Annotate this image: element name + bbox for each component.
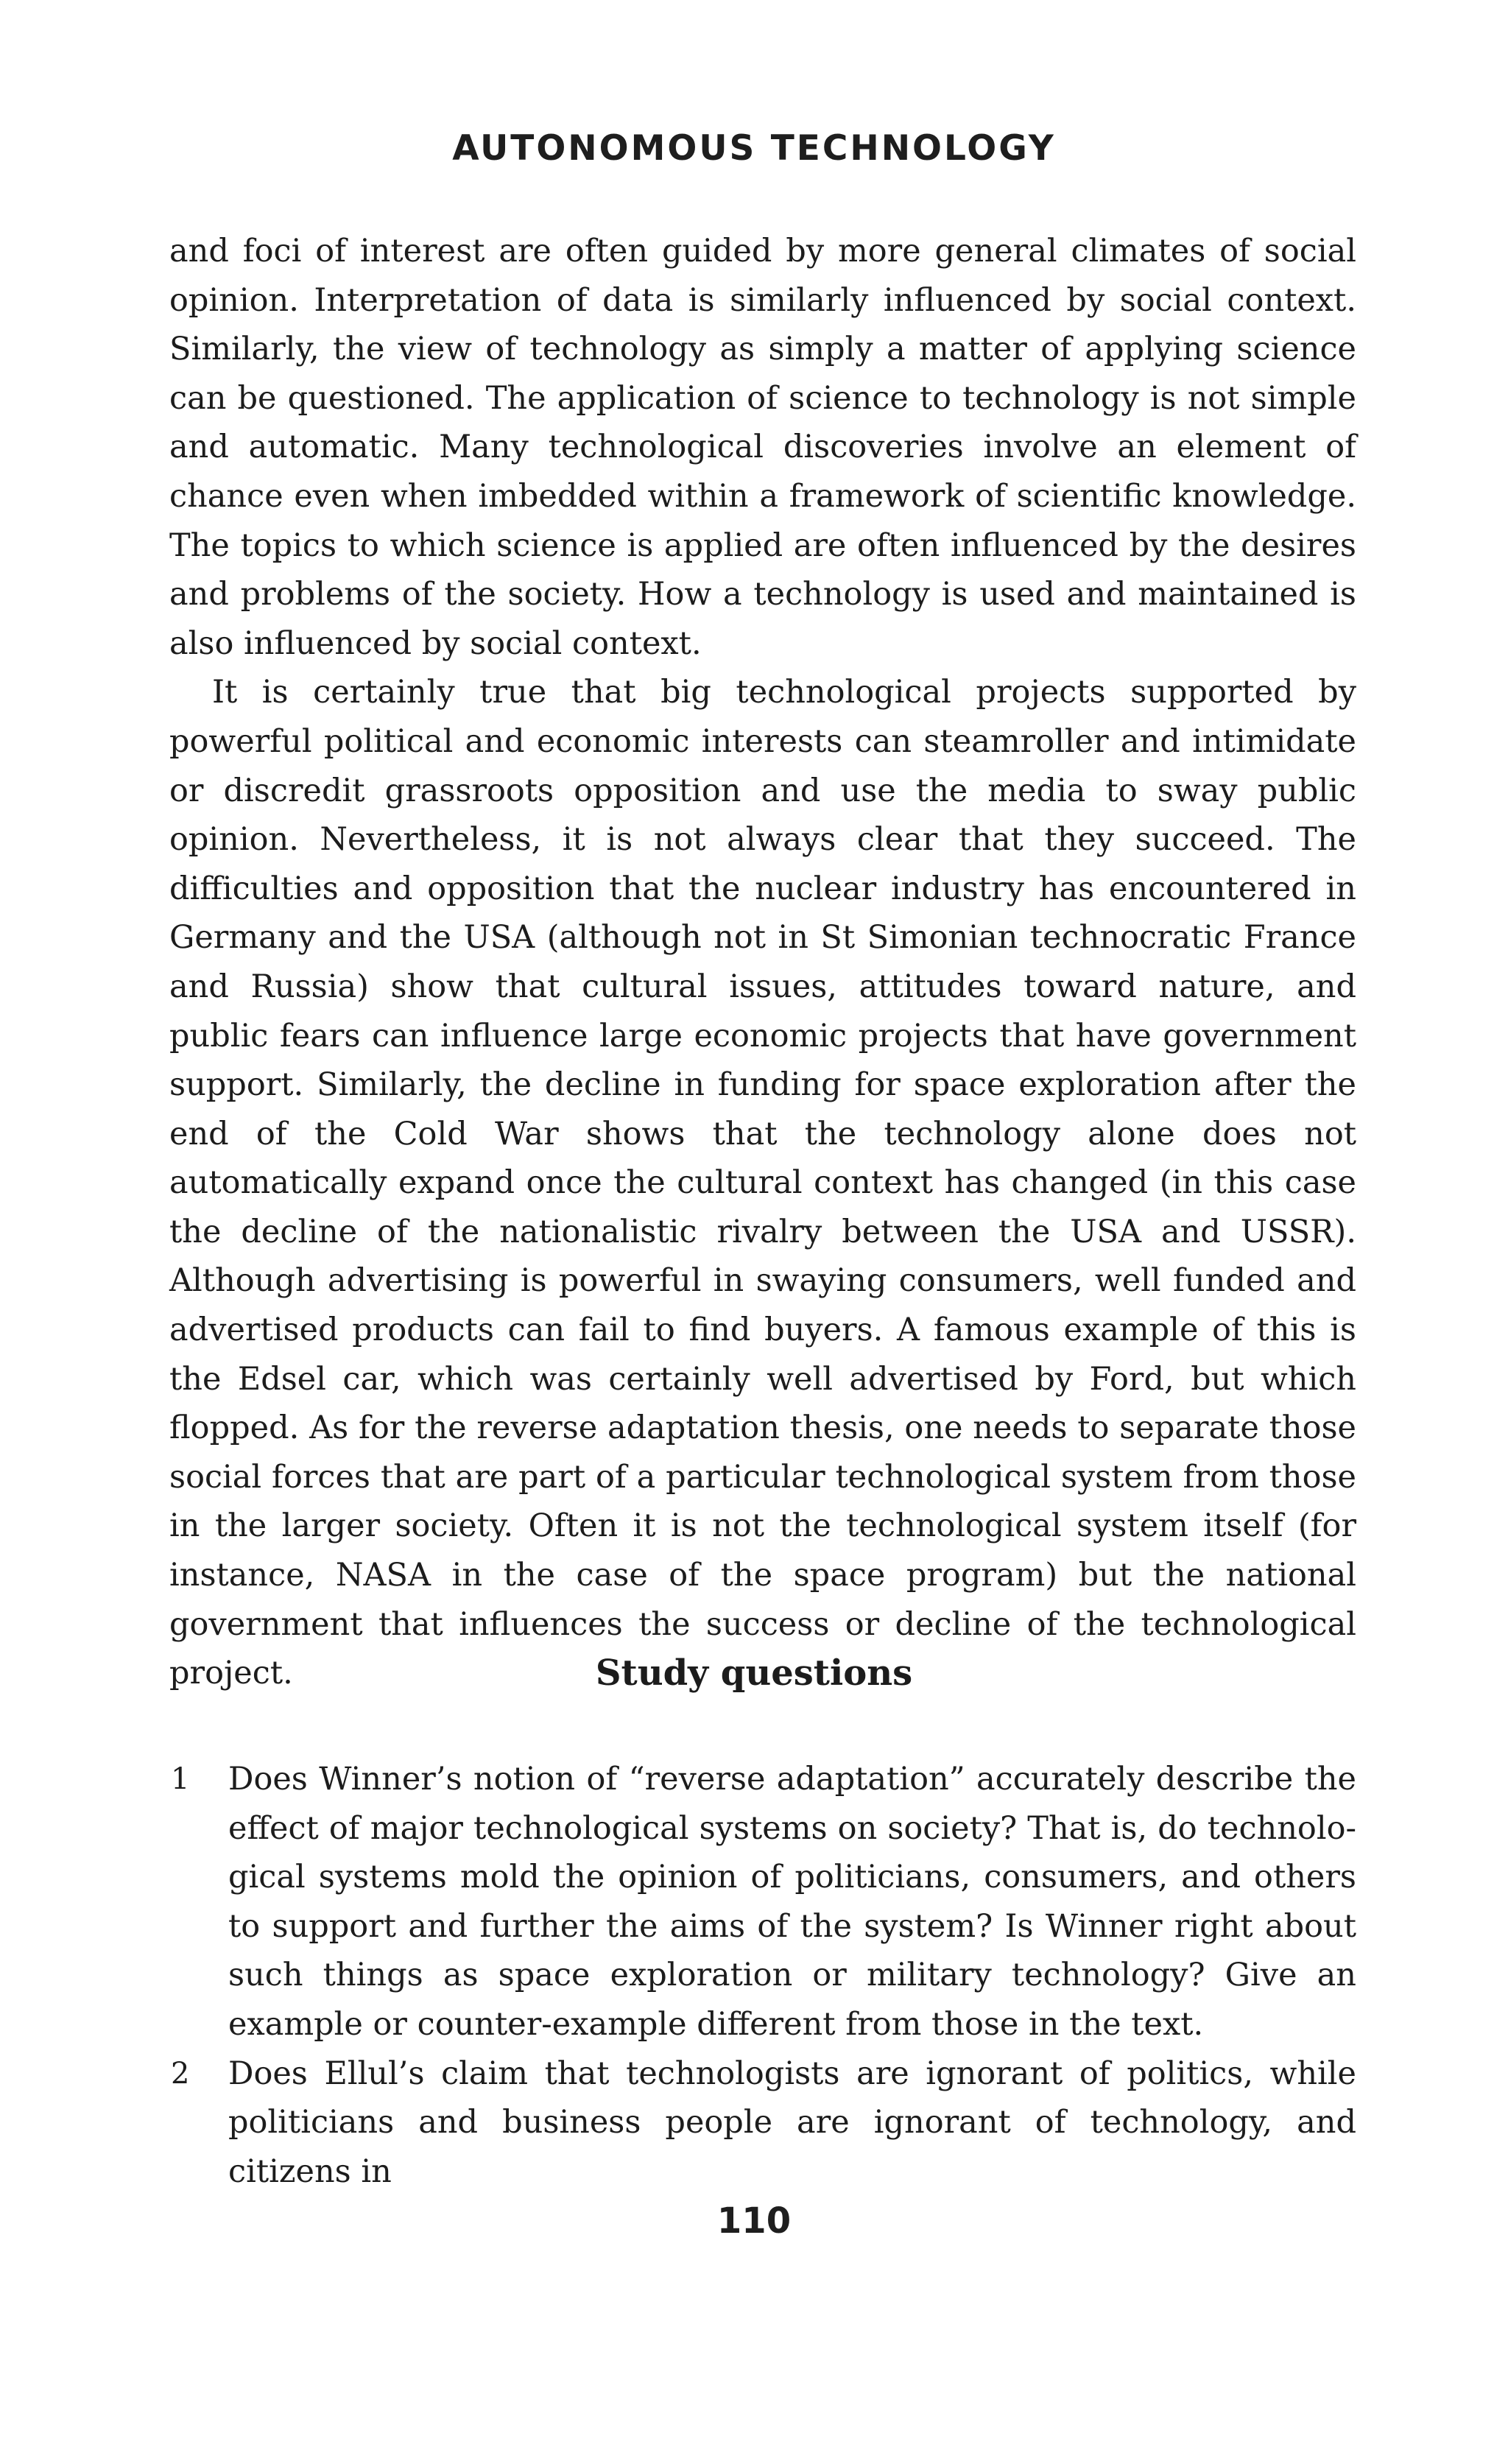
body-text: [169, 227, 1356, 1698]
study-question-item: [169, 1755, 1356, 2049]
question-text: Does Winner’s notion of “reverse adaptation” accurately describe the effect of major technological systems on society? That is, do technological systems mold the opinion of politicians, consumers, and others to support and further the aims of the system? Is Winner right about such things as space exploration or military technology? Give an example or counter-example different from those in the text.: [228, 1761, 1356, 2043]
question-number: 1: [171, 1762, 190, 1796]
body-paragraph: It is certainly true that big technological projects supported by powerful political and economic interests can steamroller and intimidate or discredit grassroots opposition and use the media to sway public opinion. Nevertheless, it is not always clear that they succeed. The difficulties and opposition that the nuclear industry has encountered in Germany and the USA (although not in St Simonian technocratic France and Russia) show that cultural issues, attitudes toward nature, and public fears can influence large economic projects that have government support. Similarly, the decline in funding for space exploration after the end of the Cold War shows that the technology alone does not automatically expand once the cultural context has changed (in this case the decline of the nationalistic rivalry between the USA and USSR). Although advertising is powerful in swaying consumers, well funded and advertised products can fail to find buyers. A famous example of this is the Edsel car, which was certainly well advertised by Ford, but which flopped. As for the reverse adaptation thesis, one needs to separate those social forces that are part of a particular technological system from those in the larger society. Often it is not the technological system itself (for instance, NASA in the case of the space program) but the national government that influences the success or decline of the technological project.: [169, 674, 1356, 1692]
study-questions-list: [169, 1755, 1356, 2196]
section-heading: Study questions: [595, 1652, 913, 1694]
page-number: 110: [716, 2200, 792, 2242]
study-question-item: [169, 2049, 1356, 2197]
running-head: AUTONOMOUS TECHNOLOGY: [452, 128, 1056, 169]
question-text: Does Ellul’s claim that technologists are ignorant of politics, while politicians and business people are ignorant of technology, and citizens in: [228, 2055, 1356, 2190]
question-number: 2: [171, 2056, 190, 2091]
body-paragraph: and foci of interest are often guided by more general climates of social opinion. Interpretation of data is similarly influenced by social context. Similarly, the view of technology as simply a matter of applying science can be questioned. The application of science to technology is not simple and automatic. Many technological discoveries involve an element of chance even when imbedded within a framework of scientific knowledge. The topics to which science is applied are often influenced by the desires and problems of the society. How a technology is used and maintained is also influenced by social context.: [169, 233, 1356, 662]
